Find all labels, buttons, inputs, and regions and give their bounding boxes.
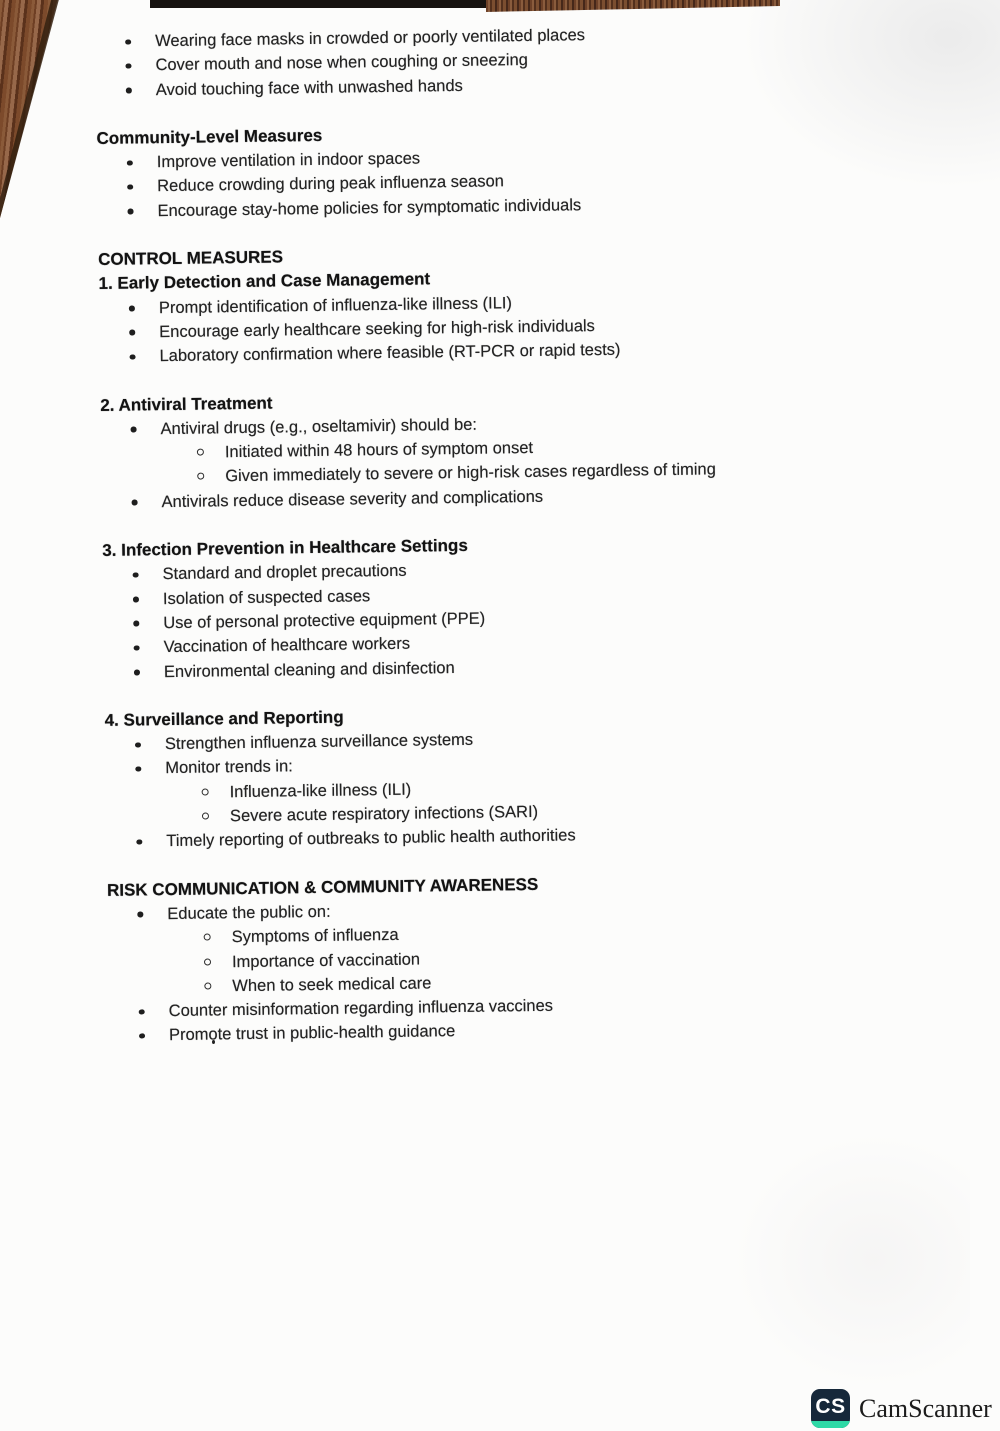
- bullet-circle-icon: [197, 473, 204, 480]
- bullet-text: Encourage early healthcare seeking for high-risk individuals: [159, 317, 595, 342]
- bullet-text: Antiviral drugs (e.g., oseltamivir) should be:: [160, 415, 478, 438]
- bullet-dot-icon: [129, 306, 135, 312]
- bullet-dot-icon: [135, 742, 141, 748]
- bullet-text: Wearing face masks in crowded or poorly ventilated places: [155, 26, 586, 51]
- bullet-text: Avoid touching face with unwashed hands: [155, 76, 463, 99]
- bullet-text: Strengthen influenza surveillance systems: [164, 730, 474, 754]
- bullet-text: Severe acute respiratory infections (SARI): [229, 802, 539, 826]
- bullet-dot-icon: [134, 669, 140, 675]
- bullet-dot-icon: [125, 39, 131, 45]
- camscanner-icon-accent-strip: [811, 1421, 850, 1428]
- bullet-circle-icon: [202, 813, 209, 820]
- document-section: [102, 527, 934, 684]
- bullet-dot-icon: [126, 88, 132, 94]
- bullet-dot-icon: [133, 621, 139, 627]
- document-section: [95, 18, 926, 102]
- bullet-dot-icon: [127, 184, 133, 190]
- wood-table-corner: [0, 0, 70, 218]
- bullet-text: Antivirals reduce disease severity and complications: [161, 487, 544, 511]
- bullet-dot-icon: [134, 645, 140, 651]
- bullet-dot-icon: [128, 209, 134, 215]
- document-section: [96, 115, 927, 224]
- bullet-text: Given immediately to severe or high-risk cases regardless of timing: [225, 460, 716, 486]
- bullet-dot-icon: [129, 330, 135, 336]
- bullet-text: Environmental cleaning and disinfection: [163, 658, 455, 681]
- bullet-text: Symptoms of influenza: [231, 926, 399, 947]
- camscanner-watermark: [811, 1389, 992, 1428]
- bullet-dot-icon: [133, 572, 139, 578]
- bullet-text: Use of personal protective equipment (PPE): [163, 609, 486, 633]
- bullet-dot-icon: [133, 597, 139, 603]
- bullet-text: When to seek medical care: [232, 974, 432, 995]
- bullet-text: Monitor trends in:: [165, 757, 293, 778]
- bullet-text: Encourage stay-home policies for symptomatic individuals: [157, 196, 582, 220]
- bullet-circle-icon: [202, 788, 209, 795]
- bullet-dot-icon: [139, 1033, 145, 1039]
- bullet-dot-icon: [130, 354, 136, 360]
- bullet-dot-icon: [135, 766, 141, 772]
- bullet-text: Influenza-like illness (ILI): [229, 780, 412, 801]
- section-heading: Community-Level Measures: [96, 125, 323, 148]
- bullet-dot-icon: [136, 839, 142, 845]
- bullet-dot-icon: [127, 160, 133, 166]
- section-heading: 2. Antiviral Treatment: [100, 393, 273, 415]
- bullet-dot-icon: [139, 1009, 145, 1015]
- bullet-text: Prompt identification of influenza-like illness (ILI): [158, 293, 513, 317]
- section-heading: CONTROL MEASURES: [98, 247, 284, 270]
- section-heading: 4. Surveillance and Reporting: [104, 707, 344, 730]
- bullet-dot-icon: [131, 427, 137, 433]
- bullet-text: Vaccination of healthcare workers: [163, 634, 411, 657]
- bullet-text: Improve ventilation in indoor spaces: [156, 149, 421, 172]
- bullet-circle-icon: [204, 934, 211, 941]
- bullet-text: Standard and droplet precautions: [162, 562, 407, 584]
- camscanner-brand-label: CamScanner: [859, 1394, 992, 1423]
- document-section: [100, 382, 932, 515]
- bullet-text: Laboratory confirmation where feasible (RT-PCR or rapid tests): [159, 340, 621, 366]
- scan-shadow: [730, 1130, 970, 1390]
- bullet-text: Isolation of suspected cases: [162, 586, 371, 608]
- scan-top-shadow-bar: [150, 0, 488, 8]
- bullet-circle-icon: [197, 449, 204, 456]
- bullet-text: Timely reporting of outbreaks to public health authorities: [166, 826, 576, 851]
- document-section: [98, 236, 930, 369]
- bullet-dot-icon: [137, 912, 143, 918]
- camscanner-icon-label: CS: [815, 1394, 846, 1418]
- camscanner-icon: [811, 1389, 850, 1428]
- bullet-dot-icon: [125, 63, 131, 69]
- bullet-text: Initiated within 48 hours of symptom onset: [224, 439, 534, 462]
- bullet-text: Educate the public on:: [167, 902, 331, 923]
- document-section: [104, 697, 936, 854]
- wood-top-band: [486, 0, 780, 12]
- bullet-text: Counter misinformation regarding influenza vaccines: [168, 996, 554, 1021]
- bullet-circle-icon: [204, 982, 211, 989]
- section-heading: 1. Early Detection and Case Management: [98, 269, 431, 294]
- bullet-dot-icon: [132, 500, 138, 506]
- document-section: [107, 867, 939, 1049]
- bullet-text: Reduce crowding during peak influenza season: [157, 172, 505, 196]
- section-heading: 3. Infection Prevention in Healthcare Settings: [102, 535, 468, 560]
- bullet-circle-icon: [204, 958, 211, 965]
- bullet-text: Importance of vaccination: [231, 950, 421, 971]
- document-body: [95, 18, 939, 1048]
- bullet-text: Promote trust in public-health guidance: [168, 1022, 456, 1045]
- section-heading: RISK COMMUNICATION & COMMUNITY AWARENESS: [106, 874, 539, 900]
- bullet-text: Cover mouth and nose when coughing or sneezing: [155, 51, 529, 75]
